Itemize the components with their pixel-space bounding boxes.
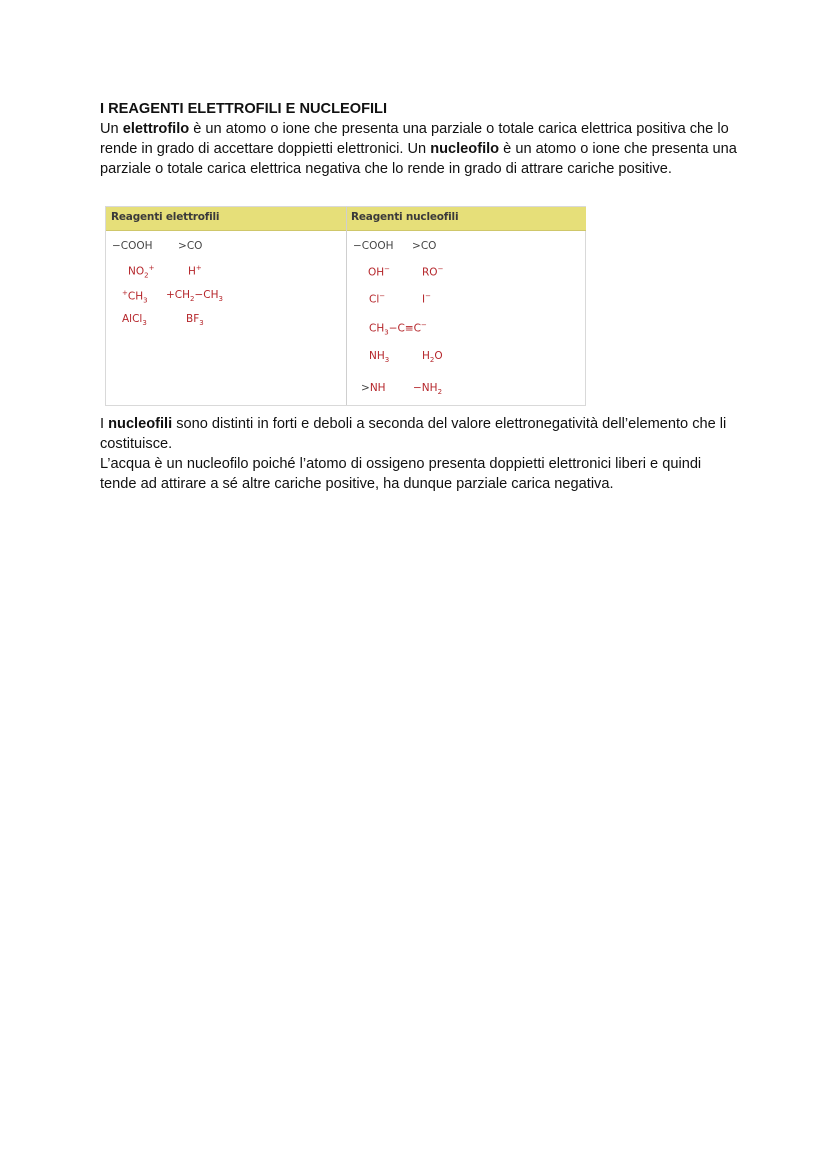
nh2-sub: 2 [437,388,443,397]
carbonyl-bracket-icon: > [178,240,187,252]
nh3-sub: 3 [384,356,390,365]
no2-text: NO [128,265,145,278]
ch3-sub: 3 [143,296,148,305]
h2o-h-text: H [422,350,430,362]
formula-ro-minus [422,265,443,279]
formula-carbonyl [412,240,436,252]
ro-text: RO [422,266,438,279]
no2-sub: 2 [144,271,149,280]
header-label-electrophiles: Reagenti elettrofili [111,211,220,223]
text-run: Un [100,121,123,137]
no2-sup: + [148,264,155,272]
bold-term-nucleofilo: nucleofilo [430,141,500,157]
formula-ch3-plus [122,289,148,305]
formula-co-text: CO [420,240,437,252]
formula-co-text: CO [186,240,203,252]
reagents-table [105,206,586,406]
text-run-water: L’acqua è un nucleofilo poiché l’atomo di ossigeno presenta doppietti elettronici liberi e quindi tende ad attirare a sé altre cariche positive, ha dunque parziale carica negativa. [100,456,702,492]
bf3-sub: 3 [199,319,204,328]
text-run: sono distinti in forti e deboli a seconda del valore elettronegatività dell’elemento che li costituisce. [100,416,727,452]
ch2-text: +CH [166,289,191,301]
formula-cl-minus [369,292,385,306]
i-text: I [422,293,426,306]
ch3-sup: + [122,289,128,297]
bf3-text: BF [186,313,200,325]
carbonyl-bracket-icon: > [412,240,421,252]
imine-bracket-icon: > [361,382,370,394]
table-header-electrophiles [106,207,346,231]
section-title: I REAGENTI ELETTROFILI E NUCLEOFILI [100,101,388,117]
formula-nh3 [369,350,389,364]
ch3-text: CH [127,290,144,303]
triple-bond-text: −C≡C [388,322,421,335]
alcl3-text: AlCl [122,313,143,325]
formula-oh-minus [368,265,390,279]
formula-i-minus [422,292,431,306]
bold-term-nucleofili: nucleofili [108,416,173,432]
table-header-nucleophiles [346,207,586,231]
formula-cooh: −COOH [353,240,394,252]
formula-propynide [369,321,427,337]
formula-h2o [422,350,443,364]
column-divider [346,207,347,405]
formula-nh2 [413,382,442,396]
formula-ch2ch3-plus [166,289,223,303]
formula-cooh: −COOH [112,240,153,252]
bold-term-elettrofilo: elettrofilo [122,121,190,137]
text-run: è un atomo o ione che presenta una parziale o totale carica elettrica negativa che lo rende in grado di attrare cariche positive. [100,141,737,177]
oh-text: OH [368,266,385,279]
h-text: H [188,265,196,278]
cl-text: Cl [369,293,380,306]
text-run: I [100,416,109,432]
paragraph-electrophile-definition [100,119,740,179]
cl-sup: − [379,292,386,300]
h-sup: + [195,264,202,272]
nh-text: NH [369,382,386,394]
oh-sup: − [384,265,391,273]
i-sup: − [425,292,431,300]
formula-bf3 [186,313,204,327]
formula-carbonyl [178,240,202,252]
propynide-sup: − [420,321,427,329]
formula-imine-nh [361,382,386,394]
header-label-nucleophiles: Reagenti nucleofili [351,211,459,223]
ch3-sub: 3 [218,295,223,304]
alcl3-sub: 3 [142,319,147,328]
ch2-sub: 2 [190,295,195,304]
ro-sup: − [437,265,444,273]
h2o-o-text: O [434,350,443,362]
text-run: è un atomo o ione che presenta una parziale o totale carica elettrica positiva che lo rende in grado di accettare doppietti elettronici. Un [100,121,729,157]
formula-h-plus [188,264,202,278]
formula-no2-plus [128,264,154,280]
ch3-text: CH [369,322,385,335]
paragraph-nucleophiles [100,414,740,494]
nh2-text: −NH [413,382,438,394]
nh3-text: NH [369,350,385,362]
ch3-text: −CH [194,289,219,301]
formula-alcl3 [122,313,147,327]
h2o-sub: 2 [429,356,435,365]
ch3-sub: 3 [384,328,389,337]
